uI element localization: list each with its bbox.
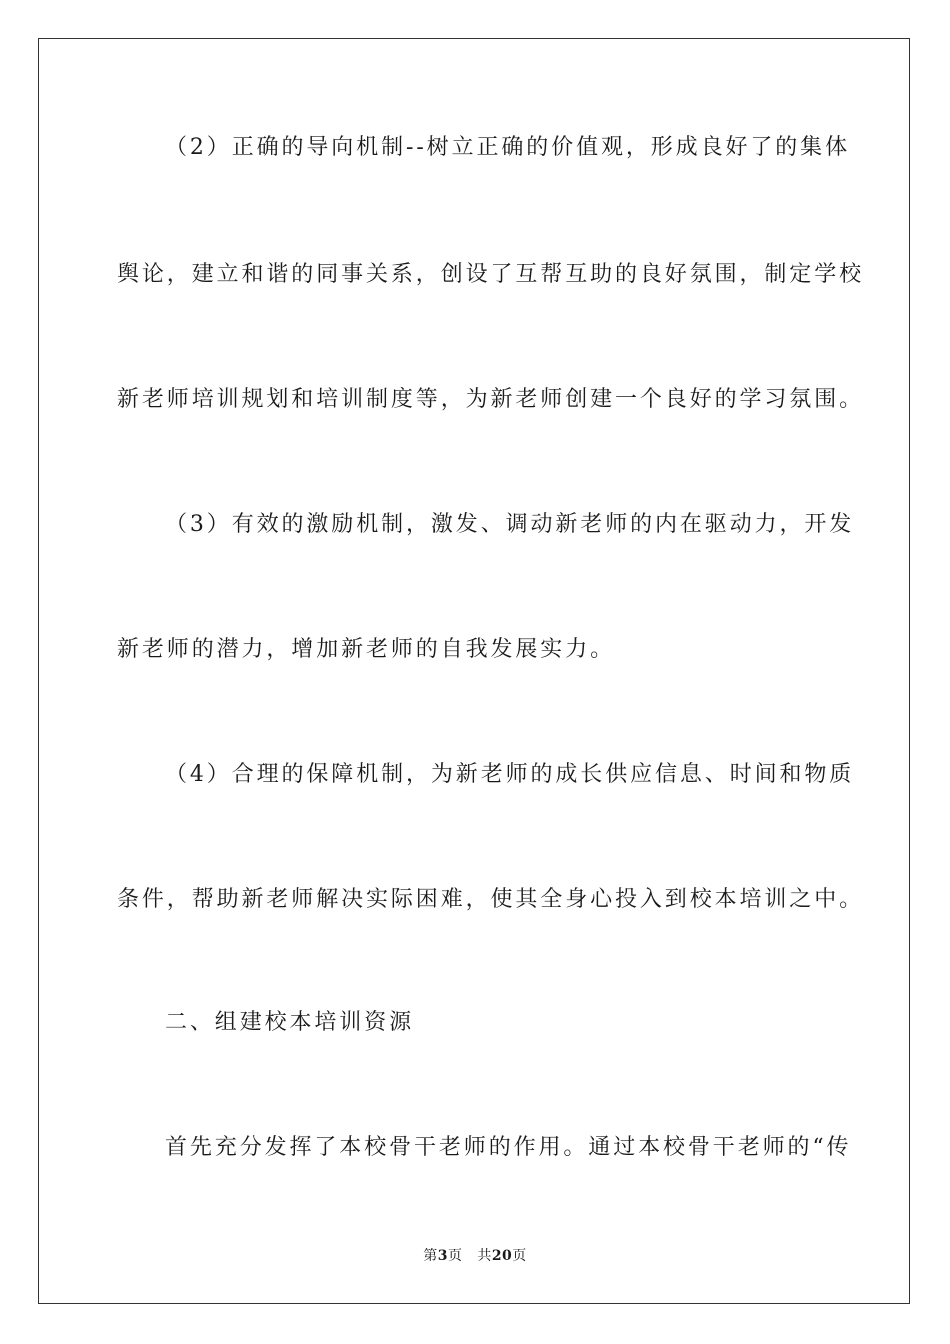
page-border (38, 38, 910, 1304)
page-label-suffix: 页 (447, 1248, 463, 1264)
paragraph-line: （3）有效的激励机制，激发、调动新老师的内在驱动力，开发 (165, 512, 855, 537)
paragraph-line: 条件，帮助新老师解决实际困难，使其全身心投入到校本培训之中。 (117, 887, 865, 912)
paragraph-line: （4）合理的保障机制，为新老师的成长供应信息、时间和物质 (165, 762, 855, 787)
page-label-prefix: 第 (423, 1248, 438, 1264)
total-label-suffix: 页 (512, 1248, 527, 1264)
page-footer (0, 1246, 950, 1266)
paragraph-line: 新老师的潜力，增加新老师的自我发展实力。 (117, 637, 616, 662)
paragraph-line: 首先充分发挥了本校骨干老师的作用。通过本校骨干老师的“传 (165, 1135, 852, 1160)
paragraph-line: 舆论，建立和谐的同事关系，创设了互帮互助的良好氛围，制定学校 (117, 262, 865, 287)
page-number: 3 (437, 1248, 448, 1264)
total-label-prefix: 共 (477, 1248, 492, 1264)
paragraph-line: 新老师培训规划和培训制度等，为新老师创建一个良好的学习氛围。 (117, 387, 865, 412)
paragraph-line: （2）正确的导向机制--树立正确的价值观，形成良好了的集体 (165, 135, 850, 160)
section-heading: 二、组建校本培训资源 (165, 1010, 415, 1035)
total-pages: 20 (491, 1248, 513, 1264)
